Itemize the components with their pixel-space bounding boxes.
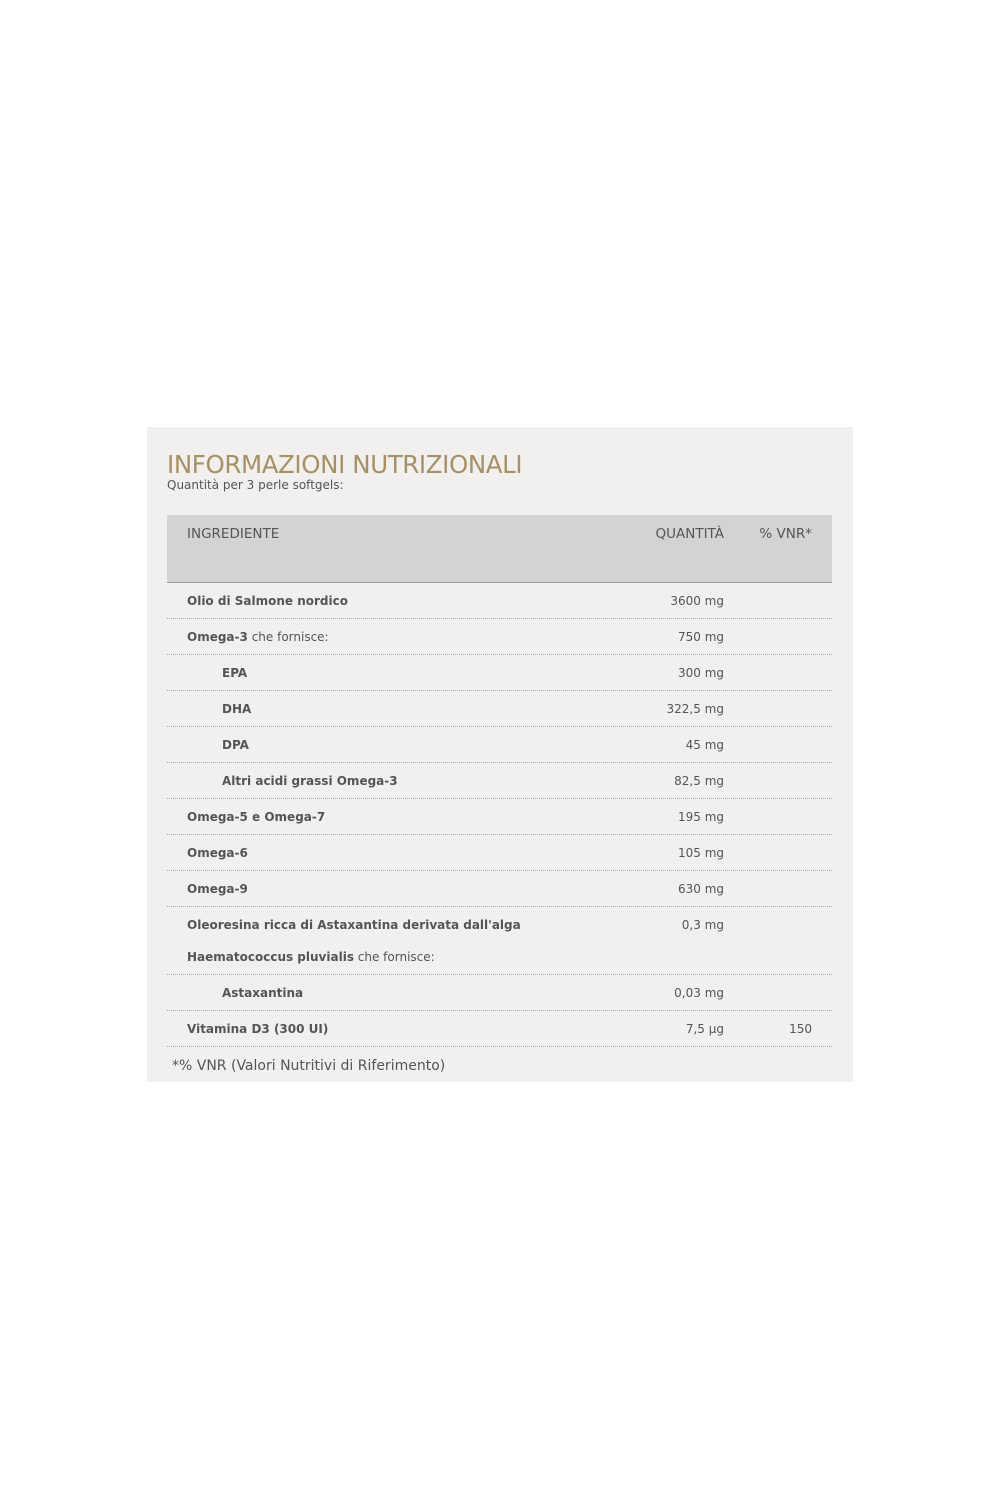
ingredient-name-suffix: che fornisce:	[353, 950, 435, 964]
table-row	[167, 975, 832, 1011]
ingredient-name-bold: DHA	[222, 702, 252, 716]
table-row	[167, 655, 832, 691]
table-row	[167, 763, 832, 799]
ingredient-quantity: 630 mg	[677, 882, 724, 896]
ingredient-name-bold: Altri acidi grassi Omega-3	[222, 774, 398, 788]
ingredient-name-bold: Omega-5 e Omega-7	[187, 810, 326, 824]
ingredient-name	[222, 977, 607, 1009]
ingredient-name	[187, 621, 607, 653]
ingredient-name	[187, 1013, 607, 1045]
ingredient-quantity: 750 mg	[677, 630, 724, 644]
ingredient-quantity: 45 mg	[685, 738, 724, 752]
ingredient-quantity: 300 mg	[677, 666, 724, 680]
ingredient-quantity: 195 mg	[677, 810, 724, 824]
table-row	[167, 619, 832, 655]
nutrition-info-panel	[147, 427, 853, 1082]
ingredient-name-bold: DPA	[222, 738, 249, 752]
header-quantity: QUANTITÀ	[655, 526, 724, 542]
table-row	[167, 799, 832, 835]
panel-subtitle: Quantità per 3 perle softgels:	[167, 478, 344, 492]
table-header	[167, 515, 832, 583]
ingredient-name	[222, 765, 607, 797]
table-row	[167, 727, 832, 763]
ingredient-vnr: 150	[789, 1022, 812, 1036]
ingredient-quantity: 7,5 µg	[685, 1022, 724, 1036]
ingredient-name	[187, 801, 607, 833]
ingredient-quantity: 0,03 mg	[674, 986, 724, 1000]
ingredient-quantity: 105 mg	[677, 846, 724, 860]
table-row	[167, 871, 832, 907]
ingredient-name-bold: Omega-9	[187, 882, 248, 896]
header-ingredient: INGREDIENTE	[187, 526, 280, 542]
table-row	[167, 691, 832, 727]
ingredient-name-bold: Astaxantina	[222, 986, 304, 1000]
ingredient-name-bold: EPA	[222, 666, 248, 680]
ingredient-name	[187, 585, 607, 617]
ingredient-quantity: 82,5 mg	[674, 774, 724, 788]
table-row	[167, 583, 832, 619]
ingredient-name	[222, 657, 607, 689]
ingredient-name-bold: Vitamina D3 (300 UI)	[187, 1022, 329, 1036]
footnote: *% VNR (Valori Nutritivi di Riferimento)	[172, 1058, 446, 1074]
header-vnr: % VNR*	[759, 526, 812, 542]
table-row	[167, 907, 832, 975]
ingredient-quantity: 3600 mg	[670, 594, 724, 608]
ingredient-name	[222, 729, 607, 761]
table-body	[167, 583, 832, 1047]
ingredient-name	[222, 693, 607, 725]
table-row	[167, 1011, 832, 1047]
ingredient-name-bold: Omega-3	[187, 630, 248, 644]
ingredient-name	[187, 873, 607, 905]
ingredient-quantity: 322,5 mg	[666, 702, 724, 716]
table-row	[167, 835, 832, 871]
ingredient-name-bold: Omega-6	[187, 846, 248, 860]
ingredient-name	[187, 909, 607, 973]
ingredient-name	[187, 837, 607, 869]
ingredient-quantity: 0,3 mg	[681, 918, 724, 932]
panel-title: INFORMAZIONI NUTRIZIONALI	[167, 450, 523, 479]
ingredient-name-bold: Oleoresina ricca di Astaxantina derivata dall'alga Haematococcus pluvialis	[187, 918, 521, 964]
ingredient-name-bold: Olio di Salmone nordico	[187, 594, 348, 608]
nutrition-table	[167, 515, 832, 1047]
ingredient-name-suffix: che fornisce:	[247, 630, 329, 644]
